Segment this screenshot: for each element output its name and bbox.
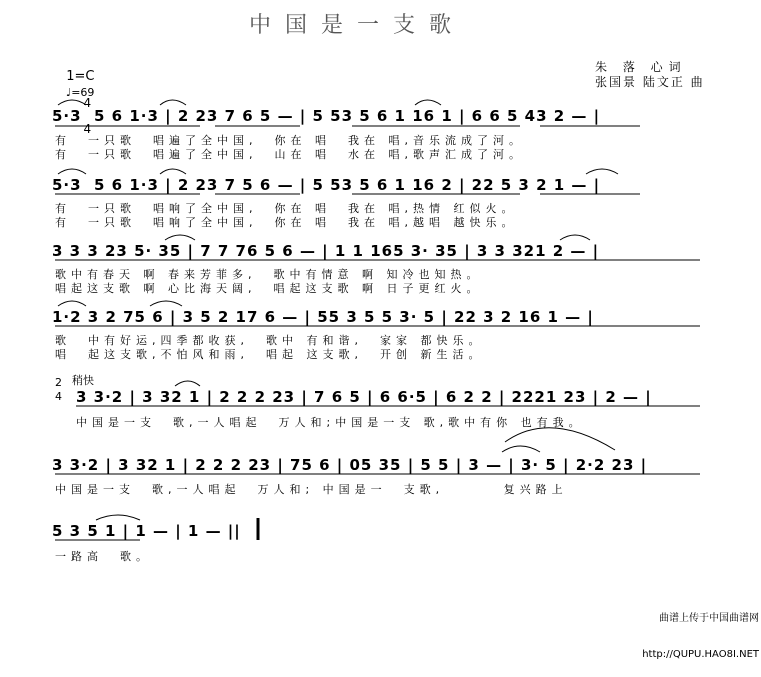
score-row-2-notes: 5·3 5 6 1·3 | 2 23 7 5 6 — | 5 53 5 6 1 16 2 | 22 5 3 2 1 — | — [52, 176, 601, 194]
time-bottom: 4 — [83, 122, 92, 136]
watermark-line-2: http://QUPU.HAO8I.NET — [642, 649, 759, 660]
score-row-4-lyric-1: 歌 中有好运,四季都收获, 歌中 有和谐, 家家 都快乐。 — [55, 334, 485, 347]
score-row-2-lyric-2: 有 一只歌 唱响了全中国, 你在 唱 我在 唱,越唱 越快乐。 — [55, 216, 518, 229]
slur-mark — [58, 169, 86, 174]
score-row-3-lyric-2: 唱起这支歌 啊 心比海天阔, 唱起这支歌 啊 日子更红火。 — [55, 282, 483, 295]
score-row-7-notes: 5 3 5 1 | 1 — | 1 — || — [52, 522, 241, 540]
slur-mark — [505, 428, 615, 450]
score-row-6-notes: 3 3·2 | 3 32 1 | 2 2 2 23 | 75 6 | 05 35 | 5 5 | 3 — | 3· 5 | 2·2 23 | — [52, 456, 648, 474]
slur-mark — [415, 100, 441, 105]
slur-mark — [560, 235, 590, 240]
slur-mark — [502, 446, 540, 452]
score-row-3-lyric-1: 歌中有春天 啊 春来芳菲多, 歌中有情意 啊 知冷也知热。 — [55, 268, 483, 281]
slur-mark — [58, 100, 86, 105]
score-row-5-notes: 3 3·2 | 3 32 1 | 2 2 2 23 | 7 6 5 | 6 6·5 | 6 2 2 | 2221 23 | 2 — | — [76, 388, 652, 406]
time-change-bottom: 4 — [55, 390, 62, 403]
slur-mark — [160, 169, 186, 174]
key-label: 1=C — [66, 69, 95, 84]
site-watermark — [642, 589, 759, 673]
time-top: 4 — [83, 96, 92, 110]
slur-mark — [165, 235, 195, 240]
slur-mark — [96, 515, 140, 520]
score-row-6-lyric-1: 中国是一支 歌,一人唱起 万人和; 中国是一 支歌, 复兴路上 — [55, 483, 568, 496]
tempo-change-label: 稍快 — [72, 374, 94, 387]
slur-mark — [175, 381, 200, 386]
slur-mark — [150, 301, 182, 306]
score-row-4-notes: 1·2 3 2 75 6 | 3 5 2 17 6 — | 55 3 5 5 3· 5 | 22 3 2 16 1 — | — [52, 308, 594, 326]
slur-mark — [586, 169, 618, 174]
tempo-marking: ♩=69 — [66, 86, 95, 99]
lyricist-credit: 朱 落 心词 — [595, 60, 687, 74]
time-change-top: 2 — [55, 376, 62, 389]
composer-credit: 张国景 陆文正 曲 — [595, 75, 705, 89]
song-title: 中国是一支歌 — [249, 13, 466, 38]
score-row-4-lyric-2: 唱 起这支歌,不怕风和雨, 唱起 这支歌, 开创 新生活。 — [55, 348, 485, 361]
slur-mark — [160, 100, 186, 105]
score-row-1-lyric-2: 有 一只歌 唱遍了全中国, 山在 唱 水在 唱,歌声汇成了河。 — [55, 148, 525, 161]
score-row-5-lyric-1: 中国是一支 歌,一人唱起 万人和;中国是一支 歌,歌中有你 也有我。 — [76, 416, 585, 429]
score-row-2-lyric-1: 有 一只歌 唱响了全中国, 你在 唱 我在 唱,热情 红似火。 — [55, 202, 518, 215]
score-row-3-notes: 3 3 3 23 5· 35 | 7 7 76 5 6 — | 1 1 165 3· 35 | 3 3 321 2 — | — [52, 242, 600, 260]
score-row-1-notes: 5·3 5 6 1·3 | 2 23 7 6 5 — | 5 53 5 6 1 16 1 | 6 6 5 43 2 — | — [52, 107, 601, 125]
score-row-7-lyric-1: 一路高 歌。 — [55, 550, 152, 563]
slur-mark — [58, 301, 86, 306]
score-row-1-lyric-1: 有 一只歌 唱遍了全中国, 你在 唱 我在 唱,音乐流成了河。 — [55, 134, 525, 147]
watermark-line-1: 曲谱上传于中国曲谱网 — [659, 613, 759, 624]
